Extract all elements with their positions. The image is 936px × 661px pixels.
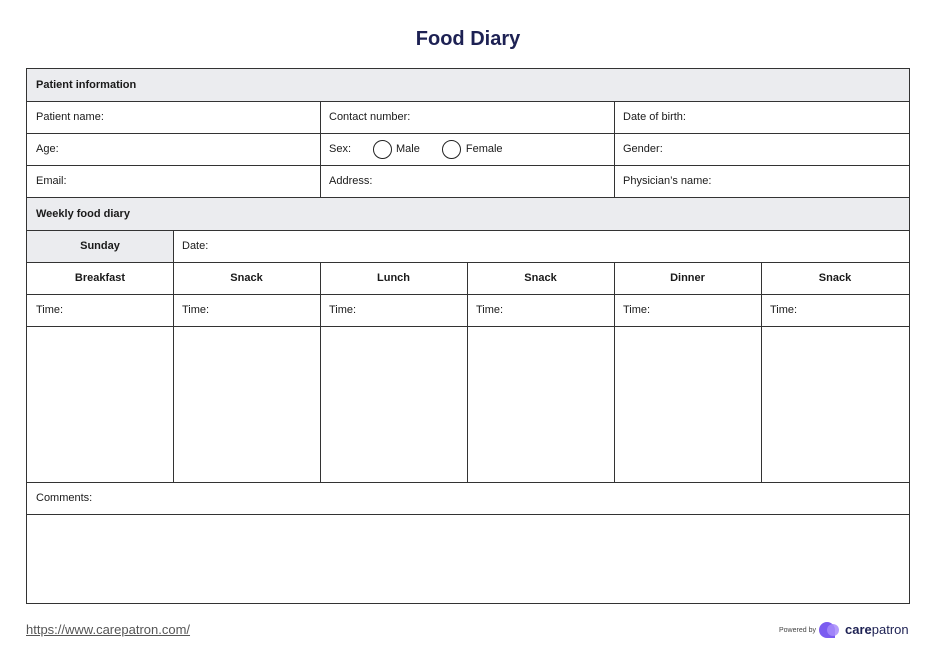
entry-area-breakfast[interactable] — [27, 326, 173, 482]
date-of-birth-field[interactable]: Date of birth: — [623, 111, 686, 123]
entry-area-snack-1[interactable] — [173, 326, 320, 482]
time-field-snack-2[interactable]: Time: — [476, 304, 504, 316]
day-label: Sunday — [80, 240, 120, 252]
patient-name-field[interactable]: Patient name: — [36, 111, 104, 123]
sex-label: Sex: — [329, 143, 352, 155]
time-field-snack-1[interactable]: Time: — [182, 304, 210, 316]
comments-label: Comments: — [36, 492, 93, 504]
male-label: Male — [396, 143, 420, 155]
weekly-diary-heading: Weekly food diary — [36, 208, 130, 220]
carepatron-logo-text[interactable] — [845, 622, 909, 637]
time-field-breakfast[interactable]: Time: — [36, 304, 64, 316]
entry-area-dinner[interactable] — [614, 326, 761, 482]
comments-area[interactable] — [27, 515, 909, 603]
meal-header-snack-2: Snack — [524, 272, 557, 284]
entry-area-snack-3[interactable] — [761, 326, 909, 482]
page-title: Food Diary — [415, 28, 521, 50]
female-radio[interactable] — [442, 140, 461, 159]
time-field-dinner[interactable]: Time: — [623, 304, 651, 316]
carepatron-logo-icon — [818, 621, 840, 639]
time-field-snack-3[interactable]: Time: — [770, 304, 798, 316]
meal-header-breakfast: Breakfast — [74, 272, 126, 284]
brand-bold: care — [845, 622, 872, 637]
female-label: Female — [465, 143, 503, 155]
entry-area-snack-2[interactable] — [467, 326, 614, 482]
sex-field — [320, 133, 614, 165]
email-field[interactable]: Email: — [36, 175, 67, 187]
address-field[interactable]: Address: — [329, 175, 373, 187]
patient-info-heading: Patient information — [36, 79, 137, 91]
male-radio[interactable] — [373, 140, 392, 159]
entry-area-lunch[interactable] — [320, 326, 467, 482]
age-field[interactable]: Age: — [36, 143, 59, 155]
meal-header-snack-3: Snack — [818, 272, 852, 284]
time-field-lunch[interactable]: Time: — [329, 304, 357, 316]
footer-link[interactable]: https://www.carepatron.com/ — [26, 622, 191, 637]
meal-header-lunch: Lunch — [377, 272, 410, 284]
date-field[interactable]: Date: — [182, 240, 209, 252]
physician-name-field[interactable]: Physician’s name: — [623, 175, 712, 187]
food-diary-form — [26, 68, 910, 604]
powered-by-label: Powered by — [779, 627, 816, 634]
brand-light: patron — [871, 622, 909, 637]
meal-header-dinner: Dinner — [670, 272, 705, 284]
meal-header-snack-1: Snack — [230, 272, 263, 284]
gender-field[interactable]: Gender: — [623, 143, 663, 155]
contact-number-field[interactable]: Contact number: — [329, 111, 411, 123]
